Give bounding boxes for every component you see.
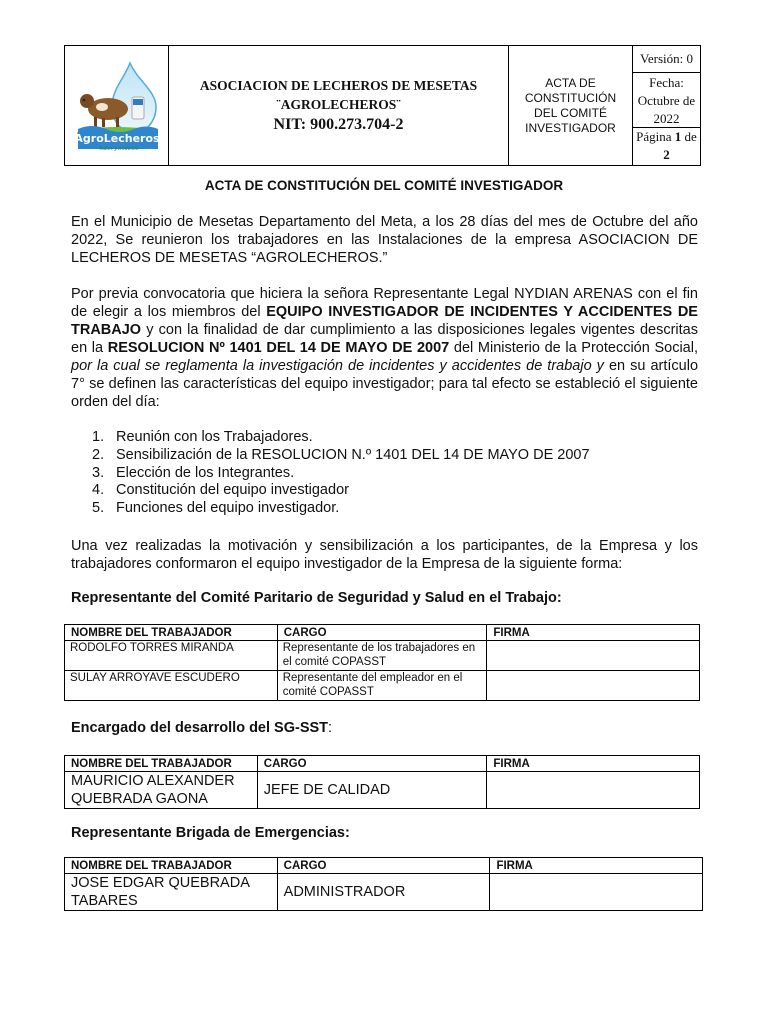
- table-row: [65, 874, 703, 911]
- brigada-table: [64, 857, 703, 911]
- organization-cell: [169, 46, 509, 165]
- logo-cell: [65, 46, 169, 165]
- fecha: Fecha: Octubre de 2022: [633, 73, 700, 128]
- table-row: [65, 671, 700, 701]
- pagina: Página 1 de 2: [636, 129, 697, 162]
- doc-title: ACTA DE CONSTITUCIÓN DEL COMITÉ INVESTIGADOR: [524, 75, 617, 135]
- cell-nombre: SULAY ARROYAVE ESCUDERO: [65, 671, 278, 701]
- col-header-cargo: CARGO: [277, 625, 487, 641]
- cell-nombre: JOSE EDGAR QUEBRADA TABARES: [65, 874, 278, 911]
- doc-title-cell: [509, 46, 633, 165]
- agenda-list: [92, 429, 590, 518]
- cell-firma: [487, 641, 700, 671]
- cell-firma: [487, 671, 700, 701]
- section-copasst-title: Representante del Comité Paritario de Seguridad y Salud en el Trabajo:: [71, 590, 562, 606]
- org-alias: ¨AGROLECHEROS¨: [276, 96, 401, 112]
- logo-tagline: Sabor y tradición: [99, 147, 139, 152]
- table-header-row: [65, 858, 703, 874]
- page-title: ACTA DE CONSTITUCIÓN DEL COMITÉ INVESTIGADOR: [204, 178, 564, 193]
- org-nit: NIT: 900.273.704-2: [273, 115, 404, 133]
- col-header-cargo: CARGO: [257, 756, 487, 772]
- cell-cargo: Representante de los trabajadores en el comité COPASST: [277, 641, 487, 671]
- list-item: 5. Funciones del equipo investigador.: [92, 500, 340, 517]
- col-header-firma: FIRMA: [490, 858, 703, 874]
- cell-cargo: Representante del empleador en el comité COPASST: [277, 671, 487, 701]
- list-item: 4. Constitución del equipo investigador: [92, 482, 349, 499]
- table-row: [65, 641, 700, 671]
- paragraph-intro: En el Municipio de Mesetas Departamento del Meta, a los 28 días del mes de Octubre del año 2022, Se reunieron los trabajadores en las Instalaciones de la empresa ASOCIACION DE LECHEROS DE MESETAS “AGROLECHEROS.”: [71, 214, 698, 266]
- meta-cell: [633, 46, 700, 165]
- cell-nombre: RODOLFO TORRES MIRANDA: [65, 641, 278, 671]
- agrolecheros-logo: [72, 59, 162, 154]
- col-header-nombre: NOMBRE DEL TRABAJADOR: [65, 858, 278, 874]
- section-brigada-title: Representante Brigada de Emergencias:: [71, 825, 350, 841]
- list-item: 1. Reunión con los Trabajadores.: [92, 429, 313, 445]
- col-header-nombre: NOMBRE DEL TRABAJADOR: [65, 756, 258, 772]
- table-header-row: [65, 756, 700, 772]
- col-header-firma: FIRMA: [487, 756, 700, 772]
- cell-firma: [487, 772, 700, 809]
- section-sgsst-title: Encargado del desarrollo del SG-SST:: [71, 720, 333, 736]
- cell-firma: [490, 874, 703, 911]
- org-name: ASOCIACION DE LECHEROS DE MESETAS: [199, 77, 478, 93]
- document-header: [64, 45, 701, 166]
- version: Versión: 0: [633, 46, 700, 73]
- list-item: 2. Sensibilización de la RESOLUCION N.º 1401 DEL 14 DE MAYO DE 2007: [92, 446, 590, 463]
- cell-cargo: JEFE DE CALIDAD: [257, 772, 487, 809]
- list-item: 3. Elección de los Integrantes.: [92, 464, 295, 481]
- col-header-firma: FIRMA: [487, 625, 700, 641]
- table-row: [65, 772, 700, 809]
- copasst-table: [64, 624, 700, 701]
- sgsst-table: [64, 755, 700, 809]
- paragraph-convocatoria: Por previa convocatoria que hiciera la señora Representante Legal NYDIAN ARENAS con el fin de elegir a los miembros del EQUIPO INVESTIGADOR DE INCIDENTES Y ACCIDENTES DE TRABAJO y con la finalidad de dar cumplimiento a las disposiciones legales vigentes descritas en la RESOLUCION Nº 1401 DEL 14 DE MAYO DE 2007 del Ministerio de la Protección Social, por la cual se reglamenta la investigación de incidentes y accidentes de trabajo y en su artículo 7° se definen las características del equipo investigador; para tal efecto se estableció el siguiente orden del día:: [71, 286, 699, 410]
- col-header-nombre: NOMBRE DEL TRABAJADOR: [65, 625, 278, 641]
- col-header-cargo: CARGO: [277, 858, 490, 874]
- paragraph-conformacion: Una vez realizadas la motivación y sensibilización a los participantes, de la Empresa y los trabajadores conformaron el equipo investigador de la Empresa de la siguiente forma:: [71, 538, 698, 572]
- cell-cargo: ADMINISTRADOR: [277, 874, 490, 911]
- logo-text: AgroLecheros: [74, 132, 160, 145]
- table-header-row: [65, 625, 700, 641]
- cell-nombre: MAURICIO ALEXANDER QUEBRADA GAONA: [65, 772, 258, 809]
